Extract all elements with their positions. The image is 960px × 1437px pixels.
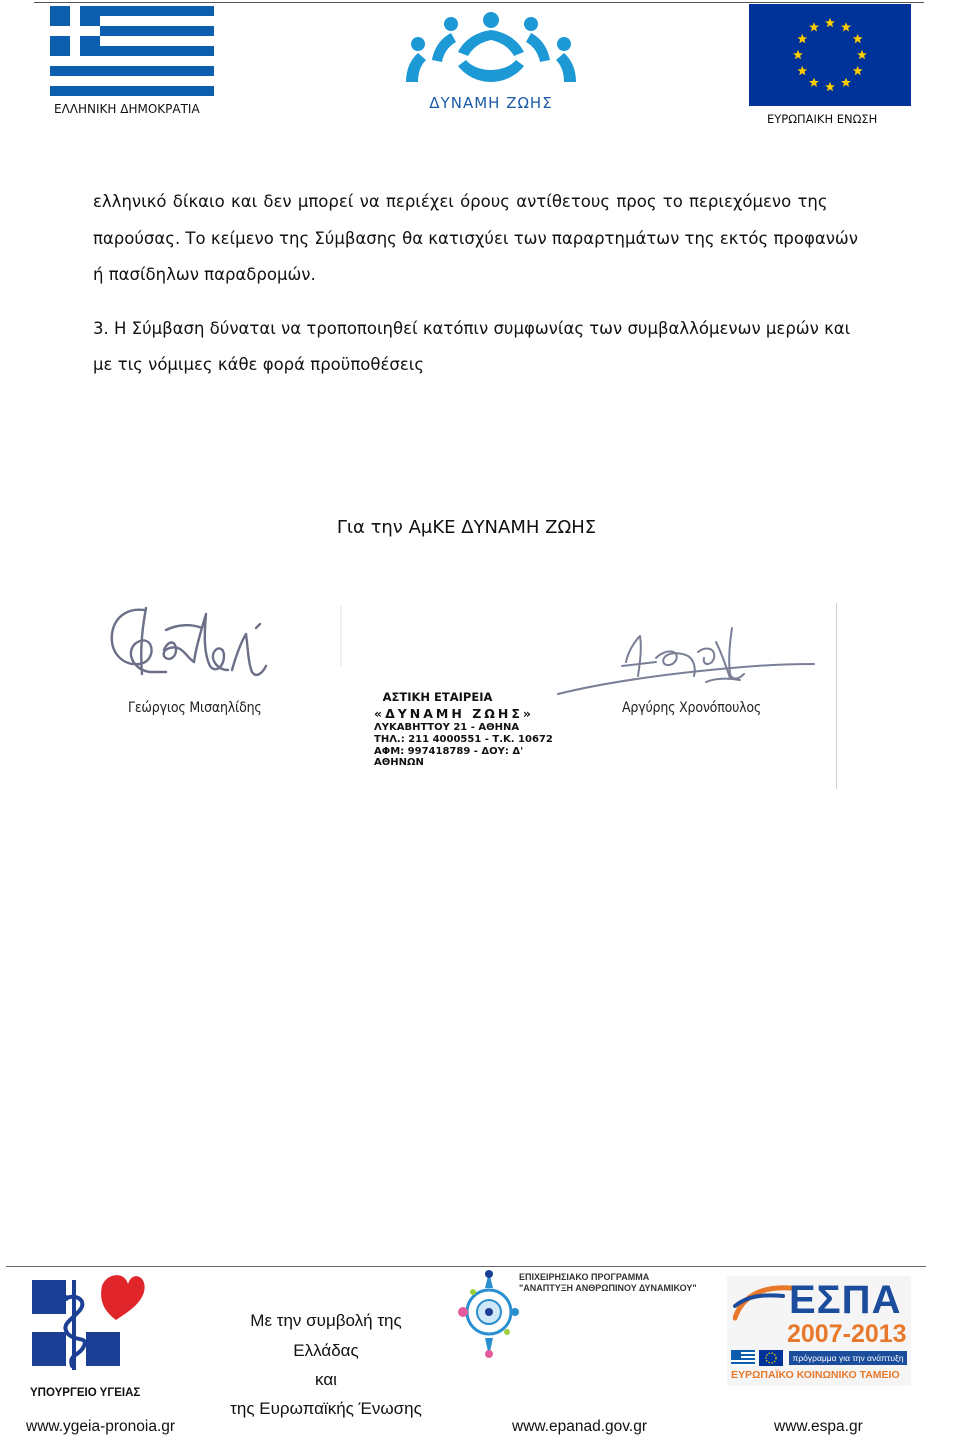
- left-signature-icon: [106, 600, 276, 690]
- org-logo-text: ΔΥΝΑΜΗ ΖΩΗΣ: [429, 94, 553, 112]
- right-signer-name: Αργύρης Χρονόπουλος: [622, 700, 762, 716]
- programme-logo: [455, 1268, 695, 1368]
- programme-title: ΕΠΙΧΕΙΡΗΣΙΑΚΟ ΠΡΟΓΡΑΜΜΑ: [519, 1272, 650, 1282]
- greek-flag-icon: [50, 6, 214, 96]
- stamp-line: ΑΣΤΙΚΗ ΕΤΑΙΡΕΙΑ: [382, 690, 493, 704]
- org-logo: [396, 10, 586, 110]
- footer-rule: [6, 1266, 926, 1267]
- espa-title: ΕΣΠΑ: [789, 1278, 902, 1322]
- scan-edge: [836, 603, 837, 789]
- header-rule: [34, 2, 924, 3]
- paragraph-line: ή πασίδηλων παραδρομών.: [93, 265, 316, 284]
- espa-tagline: πρόγραμμα για την ανάπτυξη: [789, 1351, 907, 1365]
- right-signature-icon: [556, 622, 816, 702]
- people-circle-icon: [396, 10, 586, 88]
- flags-icon: [731, 1350, 785, 1366]
- contribution-line: Με την συμβολή της: [250, 1311, 402, 1330]
- stamp-line: ΑΦΜ: 997418789 - ΔΟΥ: Δ' ΑΘΗΝΩΝ: [374, 746, 524, 768]
- contribution-line: και: [315, 1370, 337, 1389]
- left-signer-name: Γεώργιος Μισαηλίδης: [128, 700, 262, 716]
- stamp-line: ΛΥΚΑΒΗΤΤΟΥ 21 - ΑΘΗΝΑ: [374, 722, 520, 733]
- contribution-line: Ελλάδας: [293, 1341, 359, 1360]
- epanad-link[interactable]: www.epanad.gov.gr: [512, 1418, 647, 1435]
- compass-icon: [455, 1268, 519, 1364]
- stamp-line: ΤΗΛ.: 211 4000551 - Τ.Κ. 10672: [374, 734, 553, 745]
- ministry-logo: [28, 1270, 148, 1399]
- espa-swirl-icon: [733, 1284, 793, 1324]
- paragraph-line: 3. Η Σύμβαση δύναται να τροποποιηθεί κατόπιν συμφωνίας των συμβαλλόμενων μερών και: [93, 319, 851, 338]
- ygeia-link[interactable]: www.ygeia-pronoia.gr: [26, 1418, 176, 1435]
- espa-link[interactable]: www.espa.gr: [774, 1418, 863, 1435]
- espa-fund: ΕΥΡΩΠΑΪΚΟ ΚΟΙΝΩΝΙΚΟ ΤΑΜΕΙΟ: [731, 1369, 900, 1381]
- company-stamp: [360, 690, 560, 768]
- programme-subtitle: "ΑΝΑΠΤΥΞΗ ΑΝΘΡΩΠΙΝΟΥ ΔΥΝΑΜΙΚΟΥ": [519, 1283, 697, 1293]
- espa-years: 2007-2013: [787, 1320, 907, 1348]
- signature-title: Για την ΑμΚΕ ΔΥΝΑΜΗ ΖΩΗΣ: [336, 517, 597, 538]
- eu-label: ΕΥΡΩΠΑΙΚΗ ΕΝΩΣΗ: [767, 112, 878, 126]
- eu-flag-logo: [749, 4, 913, 124]
- paragraph-line: παρούσας. Το κείμενο της Σύμβασης θα κατισχύει των παραρτημάτων της εκτός προφανών: [93, 229, 858, 248]
- contribution-line: της Ευρωπαϊκής Ένωσης: [230, 1399, 422, 1418]
- espa-logo: [727, 1276, 911, 1386]
- health-cross-icon: [28, 1270, 148, 1376]
- paragraph-line: ελληνικό δίκαιο και δεν μπορεί να περιέχει όρους αντίθετους προς το περιεχόμενο της: [93, 192, 828, 211]
- stamp-line: «ΔΥΝΑΜΗ ΖΩΗΣ»: [374, 706, 534, 721]
- ministry-label: ΥΠΟΥΡΓΕΙΟ ΥΓΕΙΑΣ: [30, 1387, 141, 1399]
- greece-label: ΕΛΛΗΝΙΚΗ ΔΗΜΟΚΡΑΤΙΑ: [54, 102, 200, 116]
- scan-edge: [340, 606, 342, 666]
- eu-flag-icon: [749, 4, 911, 106]
- paragraph-line: με τις νόμιμες κάθε φορά προϋποθέσεις: [93, 355, 425, 374]
- greek-flag-logo: [50, 6, 214, 116]
